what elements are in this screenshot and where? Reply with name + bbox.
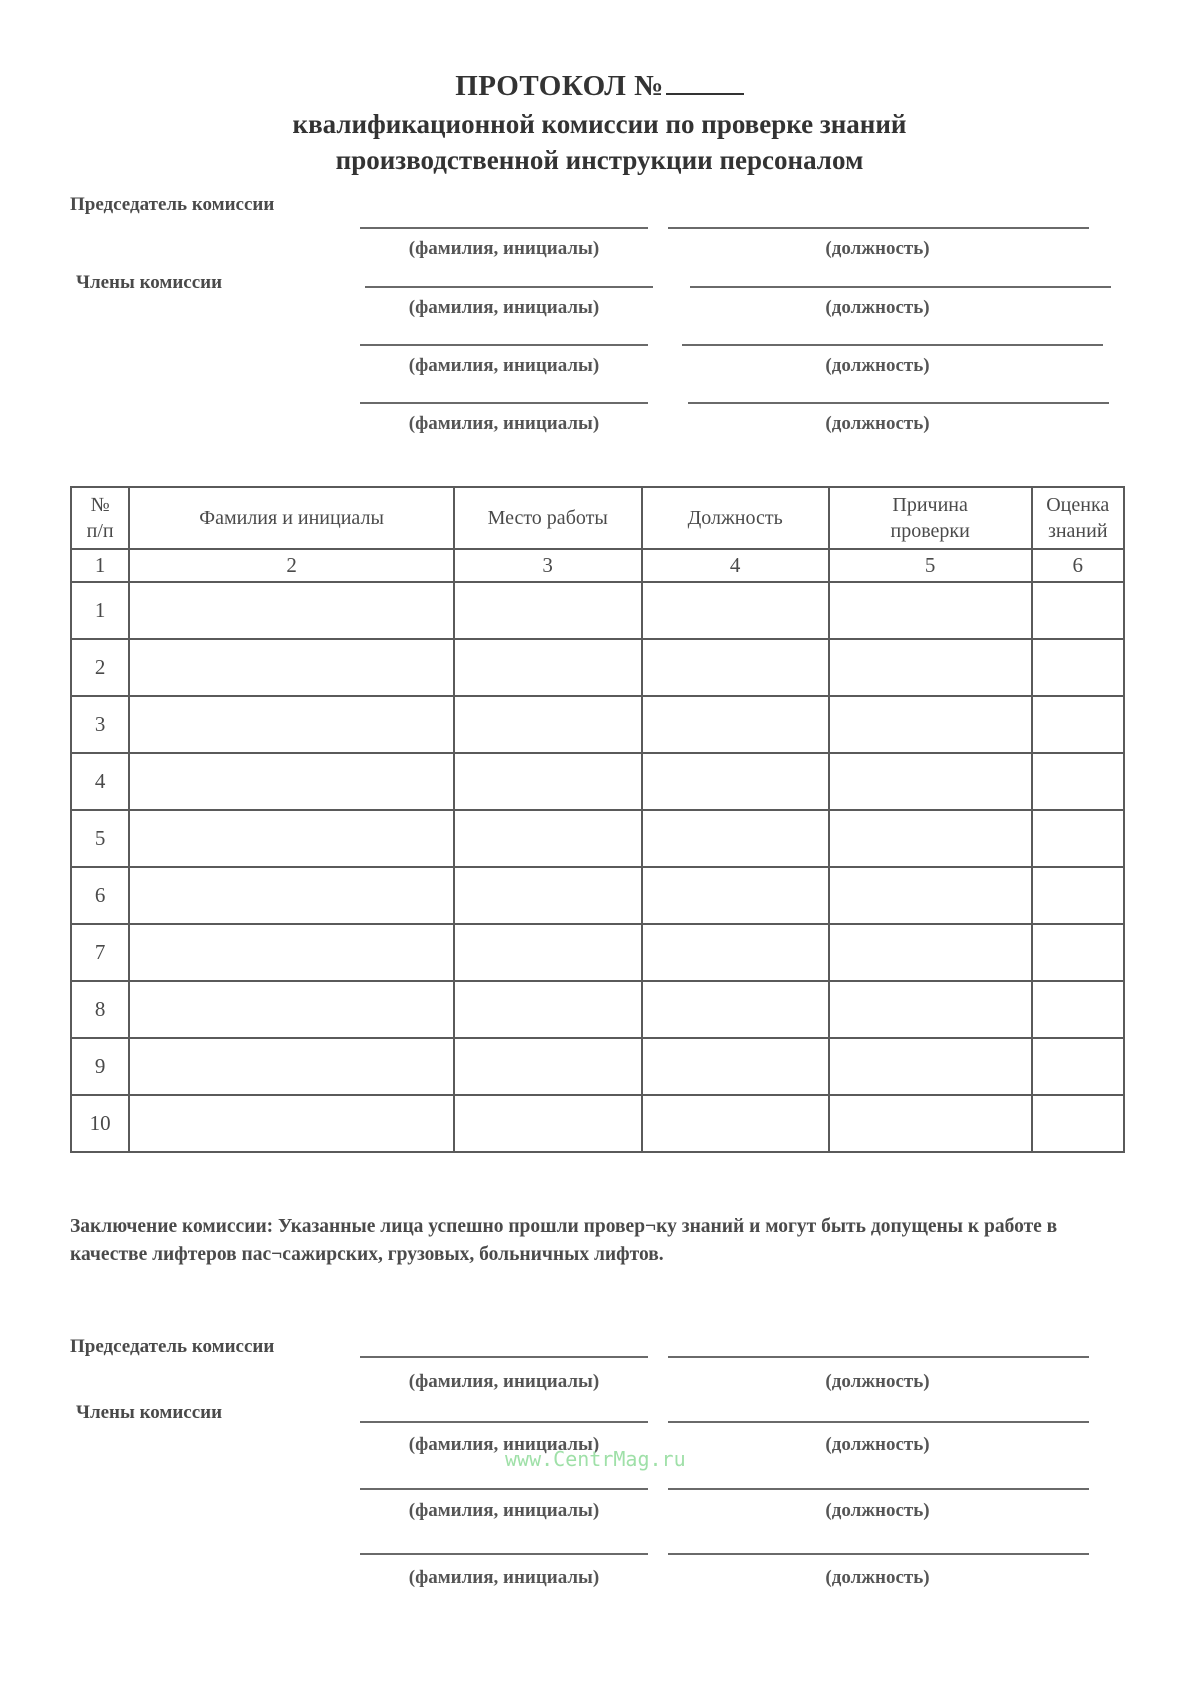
name-cell[interactable] <box>129 1095 454 1152</box>
row-number: 8 <box>71 981 129 1038</box>
protocol-number-field[interactable] <box>666 71 744 95</box>
position-cell[interactable] <box>642 867 829 924</box>
member-name-line[interactable] <box>360 1553 648 1555</box>
column-number: 5 <box>829 549 1032 582</box>
grade-cell[interactable] <box>1032 867 1125 924</box>
workplace-cell[interactable] <box>454 867 642 924</box>
member-name-line[interactable] <box>360 402 648 404</box>
table-row <box>71 1095 1124 1152</box>
grade-cell[interactable] <box>1032 582 1125 639</box>
workplace-cell[interactable] <box>454 924 642 981</box>
protocol-title-text: ПРОТОКОЛ № <box>455 70 664 102</box>
name-caption: (фамилия, инициалы) <box>408 238 600 259</box>
position-cell[interactable] <box>642 1095 829 1152</box>
member-name-line[interactable] <box>365 286 653 288</box>
table-row <box>71 1038 1124 1095</box>
header-workplace: Место работы <box>454 487 642 549</box>
name-cell[interactable] <box>129 810 454 867</box>
chairman-label: Председатель комиссии <box>70 1336 275 1357</box>
row-number: 9 <box>71 1038 129 1095</box>
column-number: 2 <box>129 549 454 582</box>
reason-cell[interactable] <box>829 981 1032 1038</box>
position-caption: (должность) <box>825 297 930 318</box>
row-number: 7 <box>71 924 129 981</box>
reason-cell[interactable] <box>829 582 1032 639</box>
column-number: 4 <box>642 549 829 582</box>
row-number: 6 <box>71 867 129 924</box>
reason-cell[interactable] <box>829 753 1032 810</box>
position-caption: (должность) <box>825 355 930 376</box>
grade-cell[interactable] <box>1032 1038 1125 1095</box>
reason-cell[interactable] <box>829 1095 1032 1152</box>
protocol-subtitle-line1: квалификационной комиссии по проверке знаний <box>292 109 907 139</box>
name-cell[interactable] <box>129 639 454 696</box>
row-number: 1 <box>71 582 129 639</box>
name-caption: (фамилия, инициалы) <box>408 297 600 318</box>
header-name: Фамилия и инициалы <box>129 487 454 549</box>
chairman-position-line[interactable] <box>668 1356 1089 1358</box>
reason-cell[interactable] <box>829 1038 1032 1095</box>
grade-cell[interactable] <box>1032 753 1125 810</box>
header-position: Должность <box>642 487 829 549</box>
row-number: 4 <box>71 753 129 810</box>
workplace-cell[interactable] <box>454 981 642 1038</box>
position-caption: (должность) <box>825 1567 930 1588</box>
name-cell[interactable] <box>129 1038 454 1095</box>
position-cell[interactable] <box>642 1038 829 1095</box>
watermark: www.CentrMag.ru <box>505 1447 686 1471</box>
position-caption: (должность) <box>825 1371 930 1392</box>
member-position-line[interactable] <box>668 1421 1089 1423</box>
commission-conclusion: Заключение комиссии: Указанные лица успешно прошли провер¬ку знаний и могут быть допущены к работе в качестве лифтеров пас¬сажирских, грузовых, больничных лифтов. <box>70 1216 1058 1265</box>
table-row <box>71 696 1124 753</box>
name-caption: (фамилия, инициалы) <box>408 1500 600 1521</box>
members-label: Члены комиссии <box>76 272 223 293</box>
reason-cell[interactable] <box>829 867 1032 924</box>
name-caption: (фамилия, инициалы) <box>408 1434 600 1455</box>
header-grade: Оценка знаний <box>1032 487 1125 549</box>
personnel-table <box>70 486 1125 1153</box>
table-header-row <box>71 487 1124 549</box>
position-cell[interactable] <box>642 696 829 753</box>
position-cell[interactable] <box>642 810 829 867</box>
table-row <box>71 810 1124 867</box>
position-cell[interactable] <box>642 981 829 1038</box>
header-number: № п/п <box>71 487 129 549</box>
column-number: 1 <box>71 549 129 582</box>
position-caption: (должность) <box>825 1500 930 1521</box>
name-cell[interactable] <box>129 582 454 639</box>
grade-cell[interactable] <box>1032 639 1125 696</box>
chairman-position-line[interactable] <box>668 227 1089 229</box>
member-name-line[interactable] <box>360 344 648 346</box>
member-position-line[interactable] <box>682 344 1103 346</box>
member-position-line[interactable] <box>668 1553 1089 1555</box>
grade-cell[interactable] <box>1032 810 1125 867</box>
member-name-line[interactable] <box>360 1421 648 1423</box>
position-caption: (должность) <box>825 413 930 434</box>
member-position-line[interactable] <box>688 402 1109 404</box>
grade-cell[interactable] <box>1032 981 1125 1038</box>
row-number: 3 <box>71 696 129 753</box>
workplace-cell[interactable] <box>454 810 642 867</box>
protocol-title <box>0 68 1199 104</box>
position-cell[interactable] <box>642 924 829 981</box>
position-caption: (должность) <box>825 1434 930 1455</box>
member-position-line[interactable] <box>668 1488 1089 1490</box>
table-row <box>71 924 1124 981</box>
table-column-numbers-row <box>71 549 1124 582</box>
name-caption: (фамилия, инициалы) <box>408 1371 600 1392</box>
position-cell[interactable] <box>642 753 829 810</box>
workplace-cell[interactable] <box>454 582 642 639</box>
reason-cell[interactable] <box>829 810 1032 867</box>
position-cell[interactable] <box>642 582 829 639</box>
grade-cell[interactable] <box>1032 924 1125 981</box>
table-row <box>71 639 1124 696</box>
table-row <box>71 981 1124 1038</box>
workplace-cell[interactable] <box>454 696 642 753</box>
name-cell[interactable] <box>129 867 454 924</box>
column-number: 6 <box>1032 549 1125 582</box>
reason-cell[interactable] <box>829 639 1032 696</box>
chairman-name-line[interactable] <box>360 1356 648 1358</box>
column-number: 3 <box>454 549 642 582</box>
name-caption: (фамилия, инициалы) <box>408 355 600 376</box>
name-cell[interactable] <box>129 753 454 810</box>
table-row <box>71 582 1124 639</box>
workplace-cell[interactable] <box>454 753 642 810</box>
workplace-cell[interactable] <box>454 1038 642 1095</box>
workplace-cell[interactable] <box>454 1095 642 1152</box>
grade-cell[interactable] <box>1032 696 1125 753</box>
workplace-cell[interactable] <box>454 639 642 696</box>
position-caption: (должность) <box>825 238 930 259</box>
protocol-subtitle-line2: производственной инструкции персоналом <box>335 145 864 175</box>
reason-cell[interactable] <box>829 696 1032 753</box>
name-caption: (фамилия, инициалы) <box>408 413 600 434</box>
header-reason: Причина проверки <box>829 487 1032 549</box>
row-number: 5 <box>71 810 129 867</box>
name-cell[interactable] <box>129 924 454 981</box>
grade-cell[interactable] <box>1032 1095 1125 1152</box>
name-cell[interactable] <box>129 696 454 753</box>
reason-cell[interactable] <box>829 924 1032 981</box>
member-position-line[interactable] <box>690 286 1111 288</box>
name-cell[interactable] <box>129 981 454 1038</box>
table-row <box>71 867 1124 924</box>
name-caption: (фамилия, инициалы) <box>408 1567 600 1588</box>
row-number: 2 <box>71 639 129 696</box>
table-row <box>71 753 1124 810</box>
row-number: 10 <box>71 1095 129 1152</box>
position-cell[interactable] <box>642 639 829 696</box>
chairman-name-line[interactable] <box>360 227 648 229</box>
member-name-line[interactable] <box>360 1488 648 1490</box>
chairman-label: Председатель комиссии <box>70 194 275 215</box>
members-label: Члены комиссии <box>76 1402 223 1423</box>
